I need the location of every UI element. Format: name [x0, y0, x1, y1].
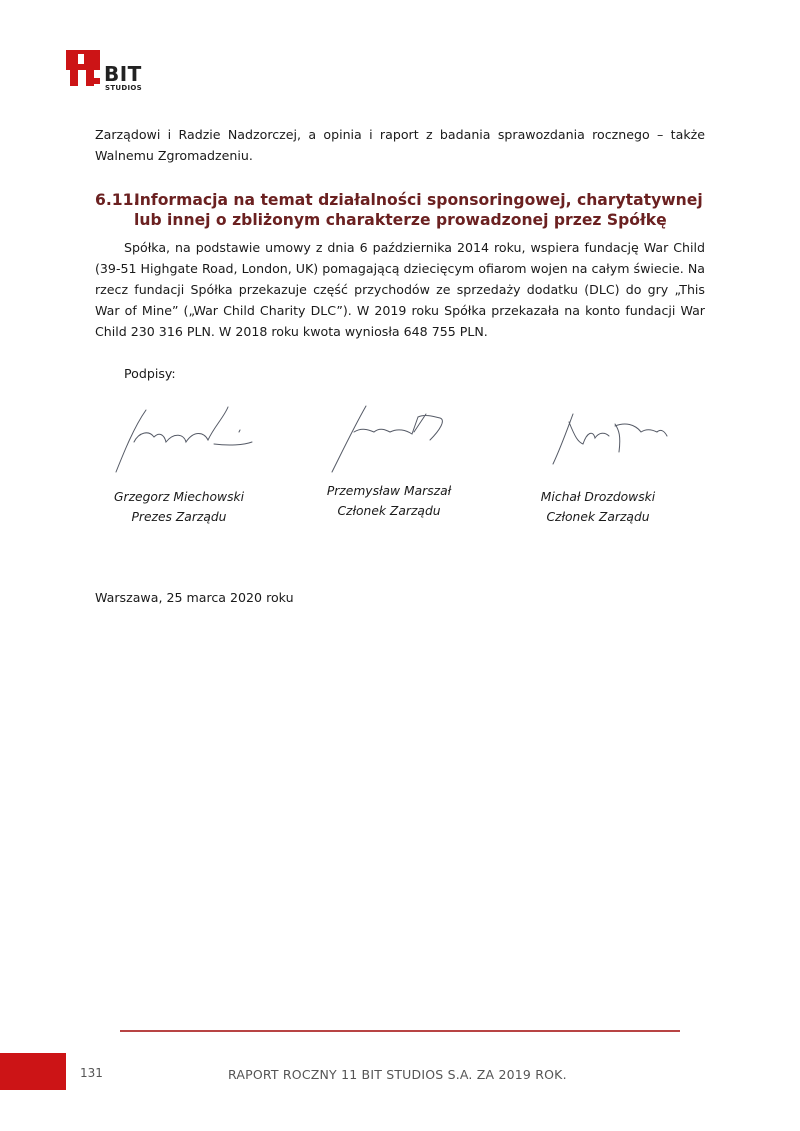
- section-number: 6.11.: [95, 191, 140, 209]
- footer-divider: [120, 1030, 680, 1032]
- signature-image: [523, 402, 673, 477]
- signature-image: [104, 402, 254, 477]
- signature-block: [84, 402, 274, 527]
- signatures-label: Podpisy:: [124, 366, 176, 381]
- logo-text: BIT: [104, 62, 142, 86]
- signatory-name: Michał Drozdowski: [540, 490, 656, 504]
- logo-subtext: STUDIOS: [105, 84, 143, 92]
- signatory-role: Członek Zarządu: [546, 510, 650, 524]
- signatory-name: Grzegorz Miechowski: [113, 490, 245, 504]
- signature-block: [294, 402, 484, 521]
- signature-image: [314, 402, 464, 477]
- footer-accent-block: [0, 1053, 66, 1090]
- main-paragraph: Spółka, na podstawie umowy z dnia 6 października 2014 roku, wspiera fundację War Child (39-51 Highgate Road, London, UK) pomagającą dziecięcym ofiarom wojen na całym świecie. Na rzecz fundacji Spółka przekazuje część przychodów ze sprzedaży dodatku (DLC) do gry „This War of Mine” („War Child Charity DLC”). W 2019 roku Spółka przekazała na konto fundacji War Child 230 316 PLN. W 2018 roku kwota wyniosła 648 755 PLN.: [95, 240, 705, 339]
- signatory-role: Prezes Zarządu: [131, 510, 227, 524]
- footer-report-title: RAPORT ROCZNY 11 BIT STUDIOS S.A. ZA 2019 ROK.: [228, 1067, 567, 1082]
- place-date: Warszawa, 25 marca 2020 roku: [95, 590, 294, 605]
- signatory-name: Przemysław Marszał: [326, 484, 452, 498]
- top-paragraph: Zarządowi i Radzie Nadzorczej, a opinia i raport z badania sprawozdania rocznego – także Walnemu Zgromadzeniu.: [95, 127, 705, 163]
- signature-block: [503, 402, 693, 527]
- signatory-role: Członek Zarządu: [337, 504, 441, 518]
- section-title: Informacja na temat działalności sponsoringowej, charytatywnej lub innej o zbliżonym charakterze prowadzonej przez Spółkę: [134, 191, 703, 229]
- page-number: 131: [80, 1066, 103, 1080]
